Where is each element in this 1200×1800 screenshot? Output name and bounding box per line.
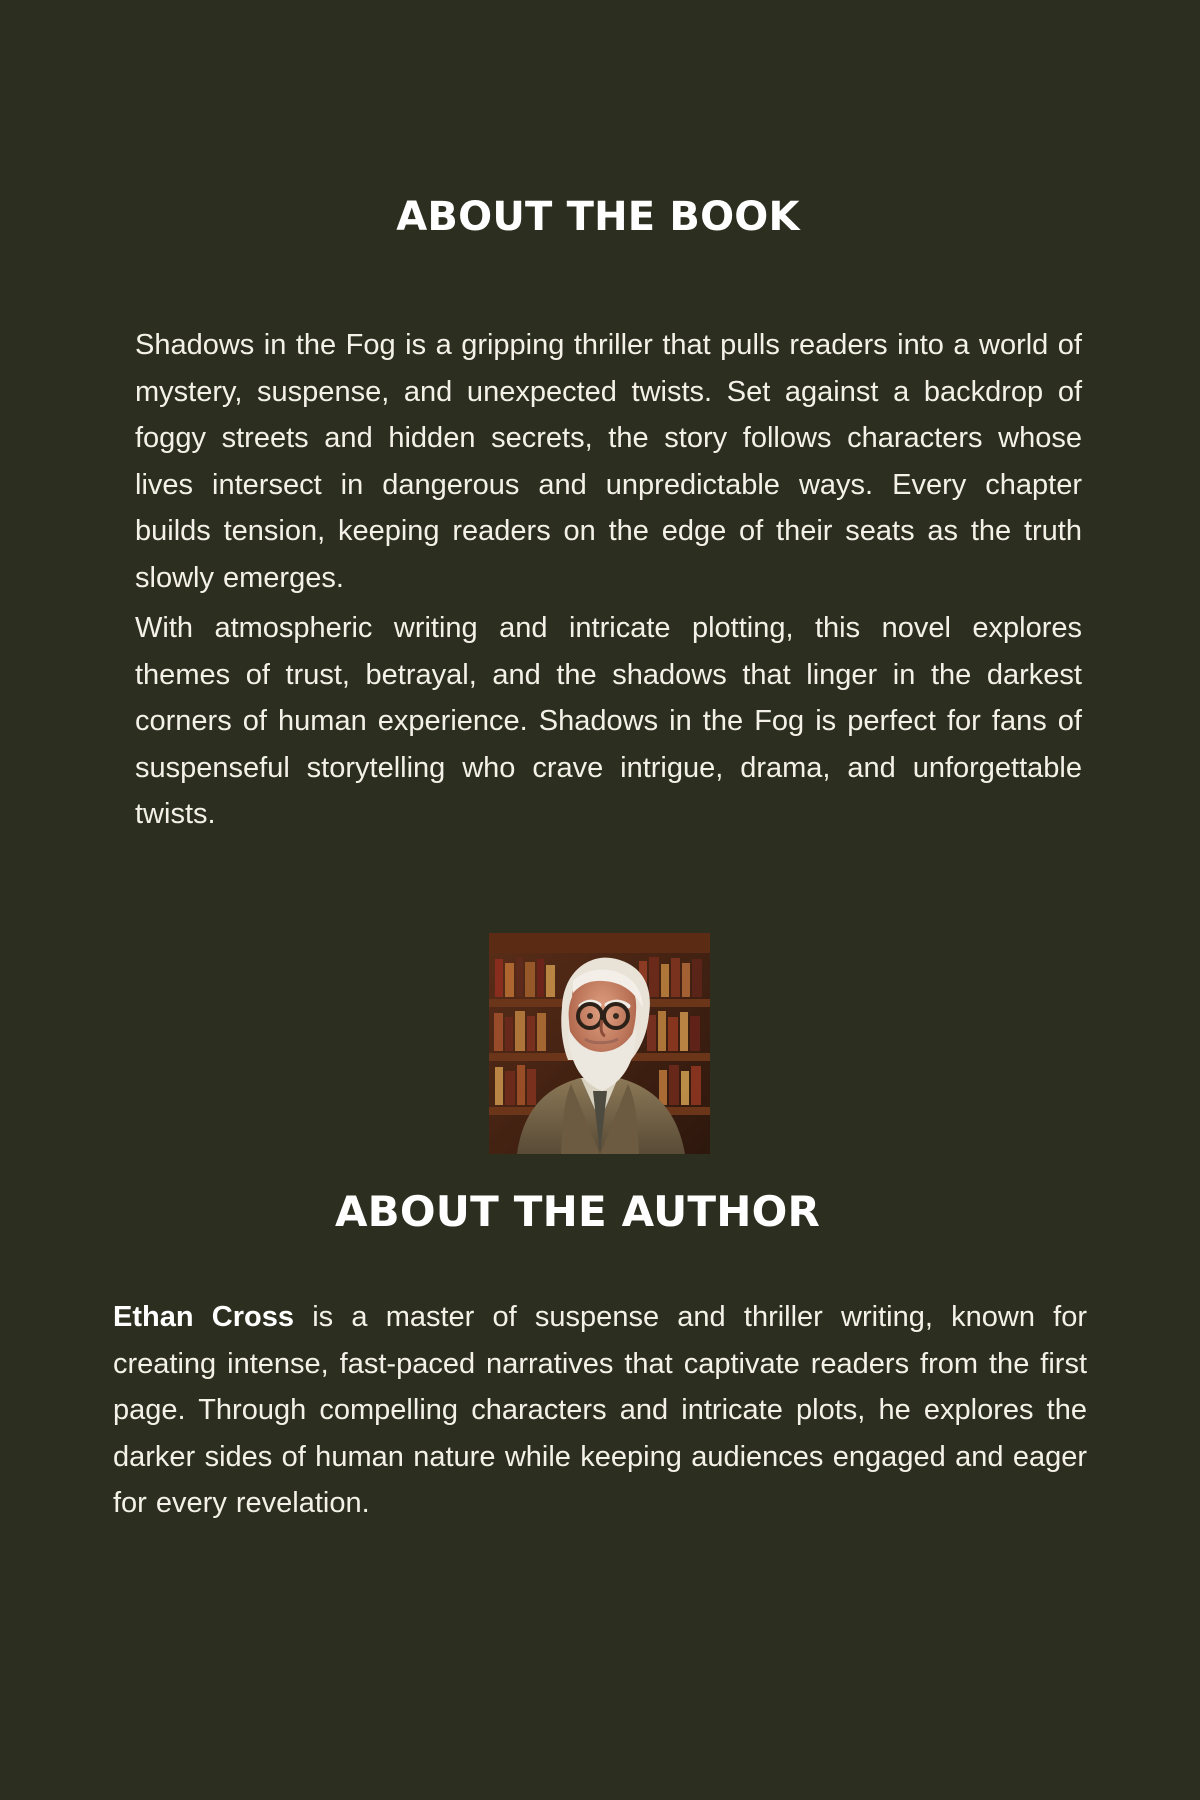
about-book-heading: ABOUT THE BOOK: [396, 194, 800, 240]
author-name: Ethan Cross: [113, 1301, 294, 1333]
about-author-heading: ABOUT THE AUTHOR: [334, 1187, 821, 1236]
about-author-paragraph: [113, 1294, 1087, 1527]
about-book-paragraph-2: With atmospheric writing and intricate plotting, this novel explores themes of trust, betrayal, and the shadows that linger in the darkest corners of human experience. Shadows in the Fog is perfect for fans of suspenseful storytelling who crave intrigue, drama, and unforgettable twists.: [135, 612, 1082, 830]
author-portrait-image: [489, 933, 710, 1154]
about-book-section: [135, 322, 1082, 838]
about-book-paragraph-1: Shadows in the Fog is a gripping thriller that pulls readers into a world of mystery, suspense, and unexpected twists. Set against a backdrop of foggy streets and hidden secrets, the story follows characters whose lives intersect in dangerous and unpredictable ways. Every chapter builds tension, keeping readers on the edge of their seats as the truth slowly emerges.: [135, 329, 1082, 594]
author-portrait-illustration: [489, 933, 710, 1154]
author-bio-text: is a master of suspense and thriller writing, known for creating intense, fast-paced narratives that captivate readers from the first page. Through compelling characters and intricate plots, he explores the darker sides of human nature while keeping audiences engaged and eager for every revelation.: [113, 1301, 1088, 1519]
